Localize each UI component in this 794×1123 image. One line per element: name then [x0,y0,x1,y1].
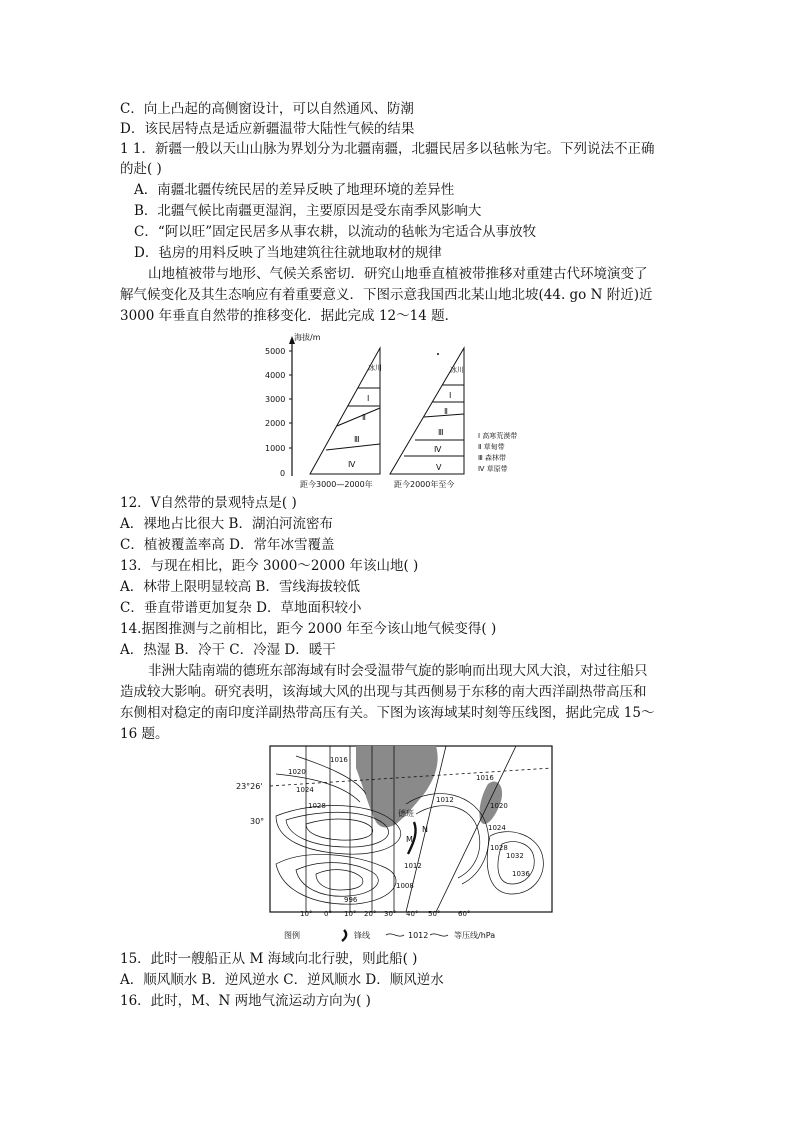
isobar-label-1028-east: 1028 [490,844,508,852]
legend-title: 图例 [284,931,300,940]
right-zone-1: Ⅰ [449,391,452,400]
options-14: A．热湿 B．冷干 C．冷湿 D．暖干 [120,642,336,658]
question-12-stem: 12．Ⅴ自然带的景观特点是( ) [120,495,297,511]
options-12-cd: C．植被覆盖率高 D．常年冰雪覆盖 [120,537,335,553]
passage-durban-2: 造成较大影响。研究表明，该海域大风的出现与其西侧易于东移的南大西洋副热带高压和 [120,684,647,700]
right-glacier-label: 冰川 [450,366,464,374]
lon-label-10w: 10° [300,910,313,918]
legend-zone-4: Ⅳ 草原带 [478,465,508,473]
isobar-label-1008: 1008 [396,882,414,890]
isobar-label-1016-north: 1016 [330,756,348,764]
legend-front-symbol [342,930,346,941]
left-zone-2: Ⅱ [362,413,366,422]
lon-label-20e: 20° [364,910,377,918]
passage-durban-4: 16 题。 [120,726,169,742]
durban-label: 德班 [398,809,414,818]
tick-4000: 4000 [265,371,286,380]
options-12-ab: A．裸地占比很大 B．湖泊河流密布 [120,516,333,532]
options-15: A．顺风顺水 B．逆风逆水 C．逆风顺水 D．顺风逆水 [120,972,444,988]
question-13-stem: 13．与现在相比，距今 3000～2000 年该山地( ) [120,558,419,574]
question-16-stem: 16．此时，M、N 两地气流运动方向为( ) [120,993,371,1009]
options-13-ab: A．林带上限明显较高 B．雪线海拔较低 [120,579,360,595]
lat-label-30: 30° [250,817,265,826]
lon-label-40e: 40° [406,910,419,918]
right-zone-2: Ⅱ [444,407,448,416]
passage-mountain-2: 解气候变化及其生态响应有着重要意义．下图示意我国西北某山地北坡(44. go N 附近)近 [120,287,653,303]
question-11-stem: 1 1．新疆一般以天山山脉为界划分为北疆南疆，北疆民居多以毡帐为宅。下列说法不正确 [120,141,655,157]
tick-2000: 2000 [265,419,286,428]
legend-zone-3: Ⅲ 森林带 [478,454,507,462]
legend-isobar-symbol [386,934,404,936]
isobar-label-1024-east: 1024 [488,824,506,832]
isobar-label-1012-north: 1012 [436,796,454,804]
isobar-label-1036: 1036 [512,870,530,878]
isobar-label-1032: 1032 [506,852,524,860]
right-zone-3: Ⅲ [438,428,444,437]
option-d-q10: D．该民居特点是适应新疆温带大陆性气候的结果 [120,121,415,137]
option-c-q10: C．向上凸起的高侧窗设计，可以自然通风、防潮 [120,101,414,117]
tick-3000: 3000 [265,395,286,404]
left-zone-1: Ⅰ [367,394,370,403]
point-m: M [406,835,413,844]
left-zone-3: Ⅲ [354,435,360,444]
passage-mountain-3: 3000 年垂直自然带的推移变化．据此完成 12～14 题． [120,308,459,324]
lon-label-50e: 50° [428,910,441,918]
option-a-q11: A．南疆北疆传统民居的差异反映了地理环境的差异性 [134,182,455,198]
lon-label-30e: 30° [384,910,397,918]
passage-mountain: 山地植被带与地形、气候关系密切．研究山地垂直植被带推移对重建古代环境演变了 [148,266,648,282]
isobar-label-1024-west: 1024 [296,786,314,794]
y-axis-label: 海拔/m [294,333,321,342]
tick-0: 0 [280,469,286,478]
option-b-q11: B．北疆气候比南疆更湿润，主要原因是受东南季风影响大 [134,203,482,219]
tick-5000: 5000 [265,347,286,356]
lon-label-0: 0° [324,910,332,918]
legend-front-label: 锋线 [354,931,370,940]
isobar-label-1020-east: 1020 [490,802,508,810]
legend-zone-2: Ⅱ 草甸带 [478,443,505,451]
right-caption: 距今2000年至今 [394,480,455,489]
isobar-label-1028-west: 1028 [308,802,326,810]
question-15-stem: 15．此时一艘船正从 M 海域向北行驶，则此船( ) [120,951,418,967]
lon-label-60e: 60° [458,910,471,918]
legend-isobar-label: 等压线/hPa [454,931,496,940]
option-c-q11: C．“阿以旺”固定民居多从事农耕，以流动的毡帐为宅适合从事放牧 [134,224,537,240]
question-14-stem: 14.据图推测与之前相比，距今 2000 年至今该山地气候变得( ) [120,621,497,637]
left-zone-4: Ⅳ [348,460,356,469]
lat-label-tropic: 23°26' [236,782,263,791]
vertical-zone-figure [262,330,542,490]
tick-1000: 1000 [265,444,286,453]
options-13-cd: C．垂直带谱更加复杂 D．草地面积较小 [120,600,362,616]
isobar-map-figure [236,744,556,944]
isobar-label-1020-west: 1020 [288,768,306,776]
passage-durban-3: 东侧相对稳定的南印度洋副热带高压有关。下图为该海域某时刻等压线图，据此完成 15～ [120,705,655,721]
left-glacier-label: 冰川 [368,364,382,372]
isobar-label-1012-south: 1012 [404,862,422,870]
question-11-stem-cont: 的赴( ) [120,161,162,177]
isobar-label-996: 996 [344,896,358,904]
right-zone-5: Ⅴ [436,463,442,472]
right-zone-4: Ⅳ [434,445,442,454]
legend-isobar-value: 1012 [408,931,429,940]
left-caption: 距今3000—2000年 [300,480,373,489]
option-d-q11: D．毡房的用料反映了当地建筑往往就地取材的规律 [134,245,442,261]
point-n: N [422,825,428,834]
lon-label-10e: 10° [344,910,357,918]
legend-zone-1: Ⅰ 高寒荒漠带 [478,432,518,440]
isobar-label-1016-east: 1016 [476,774,494,782]
passage-durban: 非洲大陆南端的德班东部海域有时会受温带气旋的影响而出现大风大浪，对过往船只 [148,663,648,679]
